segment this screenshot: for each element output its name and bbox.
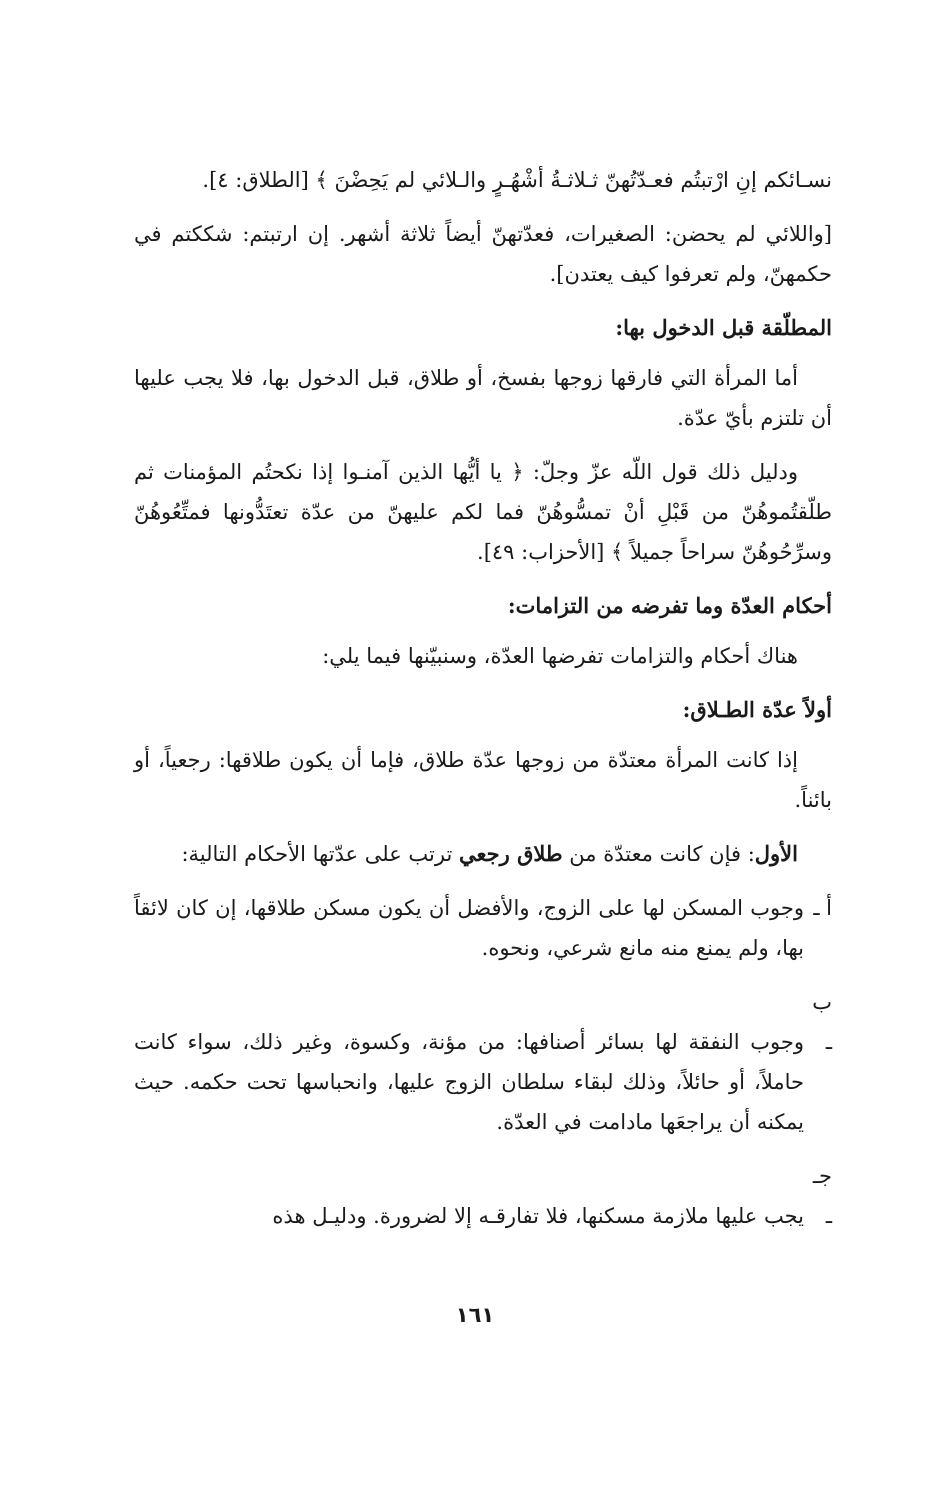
paragraph-evidence-verse: ودليل ذلك قول اللّه عزّ وجلّ: ﴿ يا أيُّها الذين آمنـوا إذا نكحتُم المؤمنات ثم طلّقتُموهُنّ من قَبْلِ أنْ تمسُّوهُنّ فما لكم عليهنّ من عدّة تعتَدُّونها فمتِّعُوهُنّ وسرِّحُوهُنّ سراحاً جميلاً ﴾ [الأحزاب: ٤٩]. xyxy=(134,460,832,564)
list-marker-b: ب ـ xyxy=(812,990,832,1054)
verse-explanation: [واللائي لم يحضن: الصغيرات، فعدّتهنّ أيضاً ثلاثة أشهر. إن ارتبتم: شككتم في حكمهنّ، ولم تعرفوا كيف يعتدن]. xyxy=(134,222,832,286)
list-marker-c: جـ ـ xyxy=(812,1164,832,1228)
list-item-b xyxy=(134,982,832,1142)
paragraph-rulings-intro: هناك أحكام والتزامات تفرضها العدّة، وسنبيّنها فيما يلي: xyxy=(322,644,798,668)
page-body xyxy=(134,160,832,1250)
paragraph-revocable-divorce xyxy=(134,834,832,874)
list-item-c xyxy=(134,1156,832,1236)
quran-verse-continuation: نسـائكم إنِ ارْتبتُم فعـدّتُهنّ ثـلاثـةُ أشْهُـرٍ والـلائي لم يَحِضْنَ ﴾ [الطلاق: ٤]. xyxy=(202,168,832,192)
page-number: ١٦١ xyxy=(455,1303,495,1327)
first-text-b: ترتب على عدّتها الأحكام التالية: xyxy=(181,842,460,866)
section-heading-divorce-iddah: أولاً عدّة الطـلاق: xyxy=(682,697,832,722)
section-heading-iddah-rulings: أحكام العدّة وما تفرضه من التزامات: xyxy=(507,593,832,618)
first-label: الأول xyxy=(754,841,798,866)
section-heading-divorced-before-consummation: المطلّقة قبل الدخول بها: xyxy=(615,315,832,340)
paragraph-no-iddah: أما المرأة التي فارقها زوجها بفسخ، أو طلاق، قبل الدخول بها، فلا يجب عليها أن تلتزم بأيّ عدّة. xyxy=(134,366,832,430)
list-text-c: يجب عليها ملازمة مسكنها، فلا تفارقـه إلا لضرورة. ودليـل هذه xyxy=(272,1204,804,1228)
list-marker-a: أ ـ xyxy=(813,896,832,920)
list-item-a xyxy=(134,888,832,968)
first-text-a: : فإن كانت معتدّة من xyxy=(562,842,755,866)
paragraph-divorce-types: إذا كانت المرأة معتدّة من زوجها عدّة طلاق، فإما أن يكون طلاقها: رجعياً، أو بائناً. xyxy=(134,748,832,812)
list-text-b: وجوب النفقة لها بسائر أصنافها: من مؤنة، وكسوة، وغير ذلك، سواء كانت حاملاً، أو حائلاً، وذلك لبقاء سلطان الزوج عليها، وانحباسها تحت حكمه. حيث يمكنه أن يراجعَها مادامت في العدّة. xyxy=(134,1030,804,1134)
revocable-divorce-term: طلاق رجعي xyxy=(459,841,563,866)
list-text-a: وجوب المسكن لها على الزوج، والأفضل أن يكون مسكن طلاقها، إن كان لائقاً بها، ولم يمنع منه مانع شرعي، ونحوه. xyxy=(134,896,804,960)
